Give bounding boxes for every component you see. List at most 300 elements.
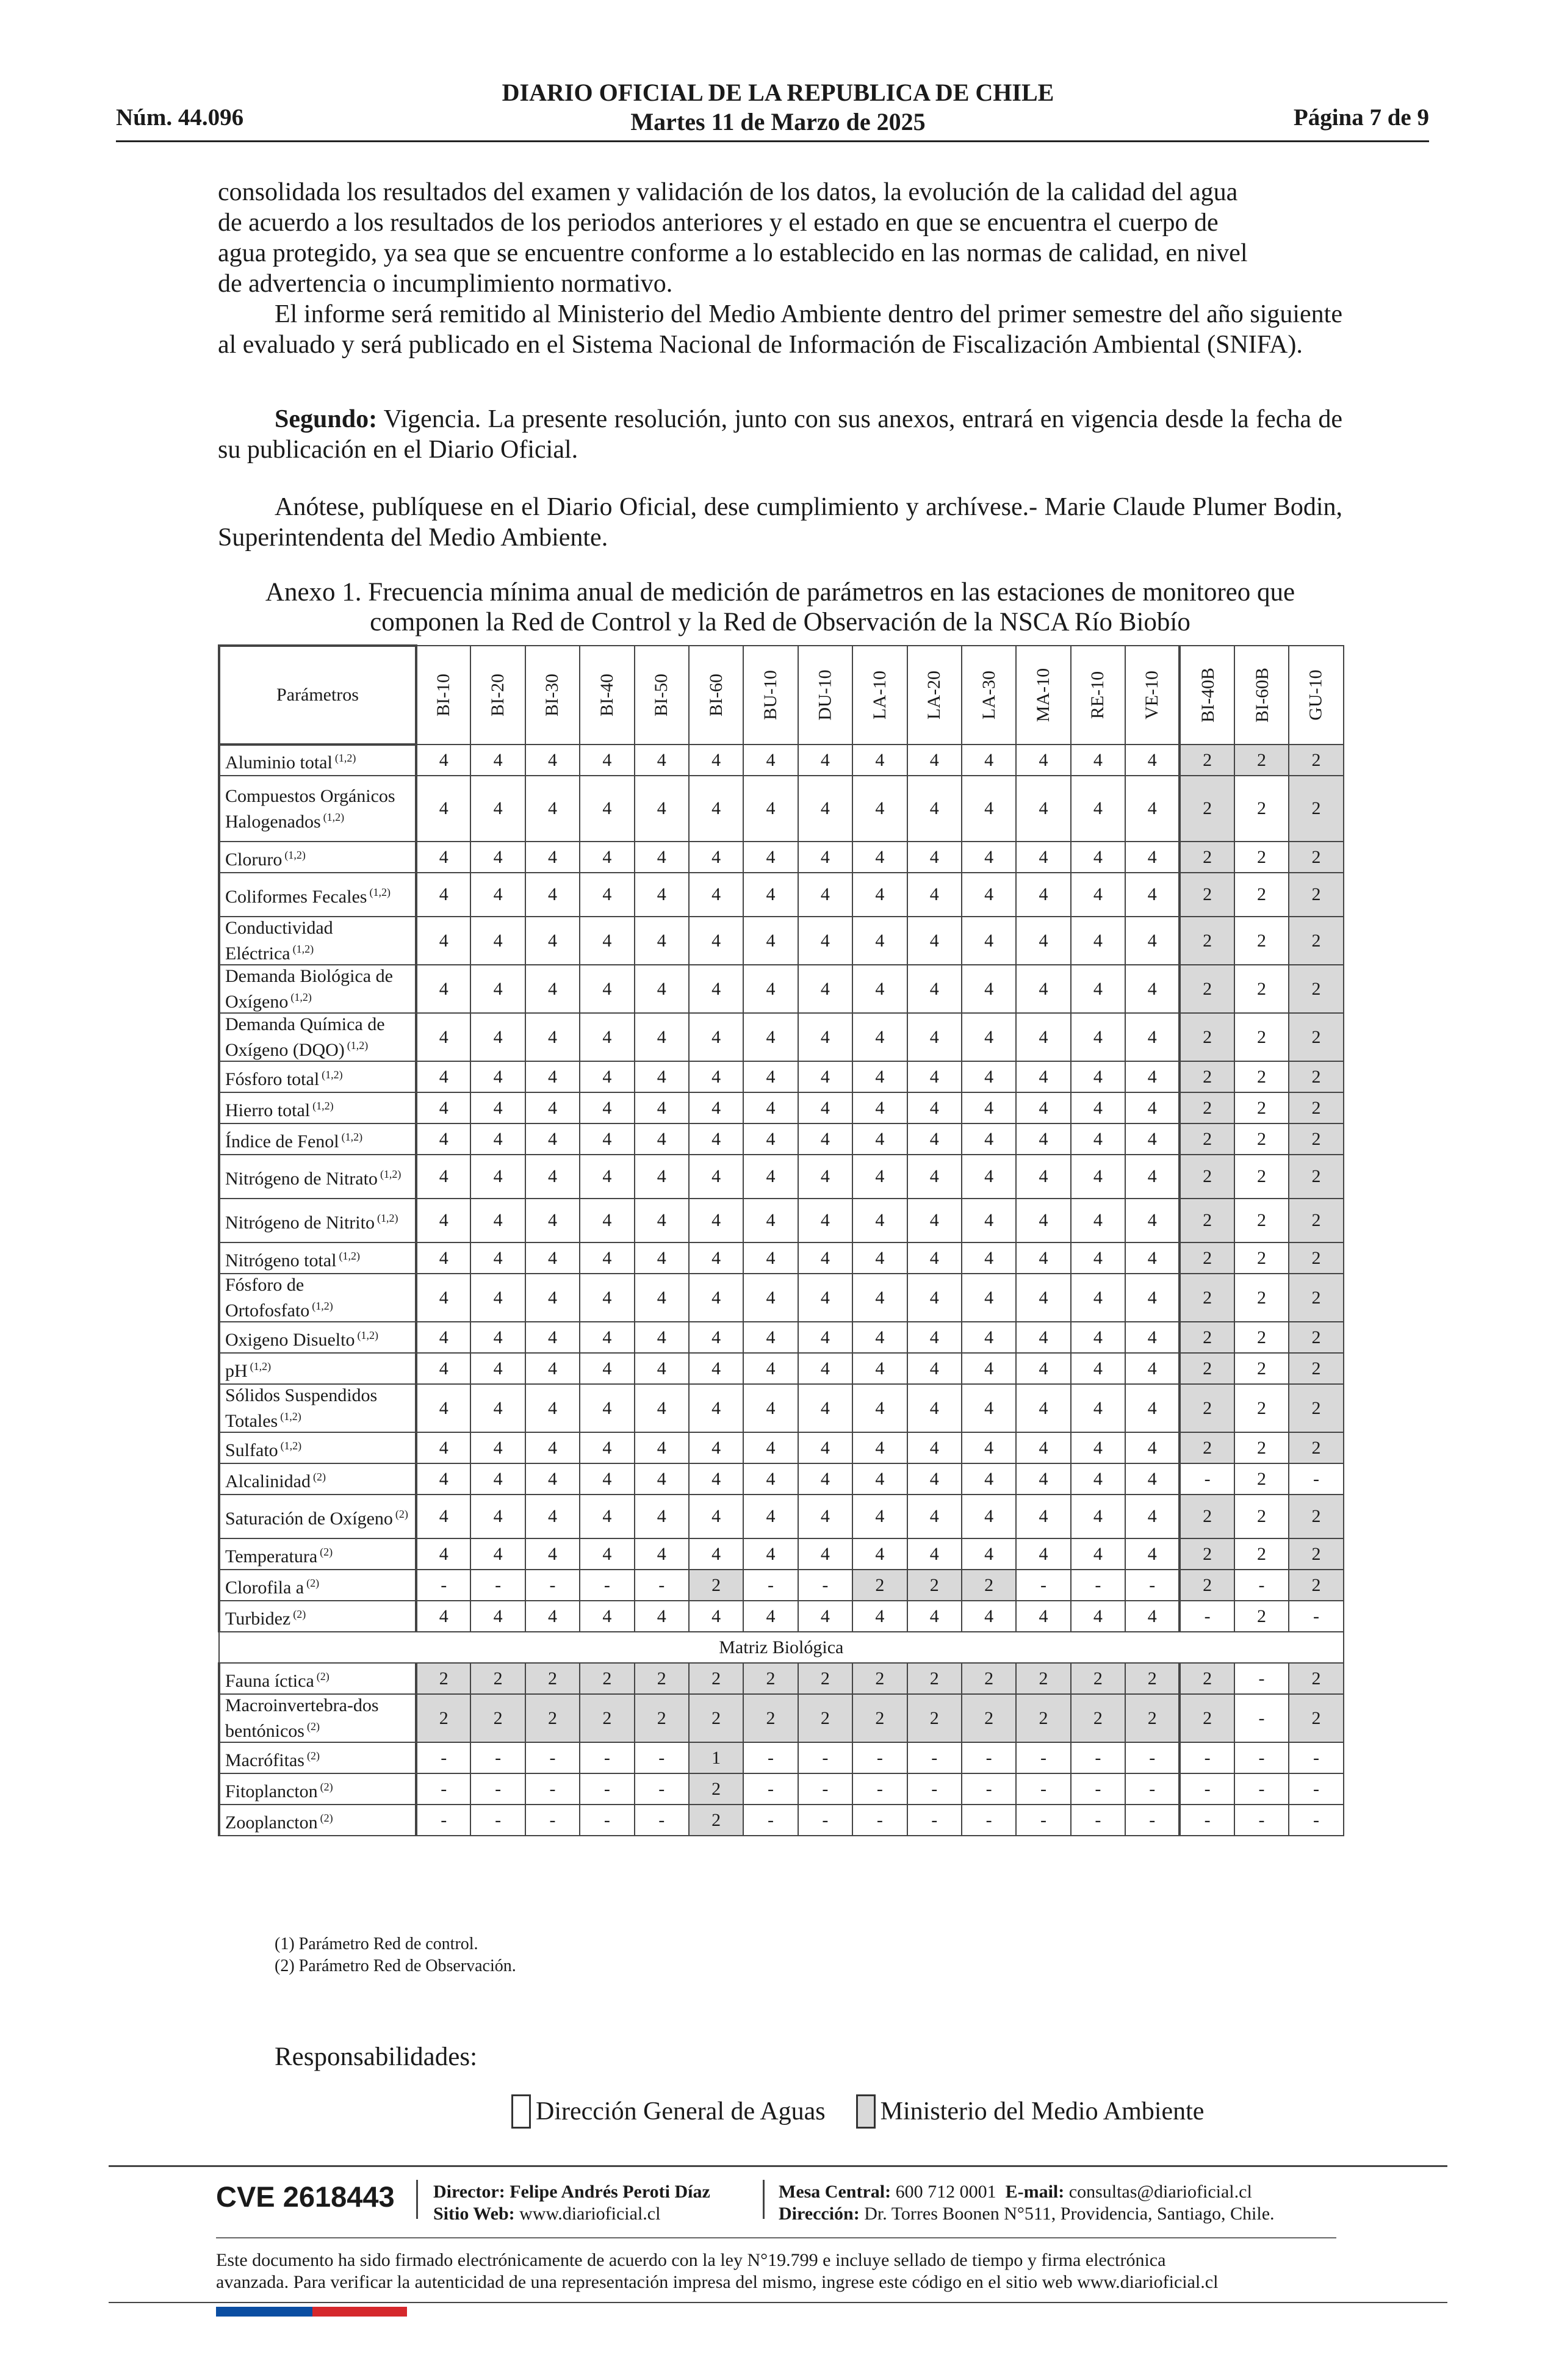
frequency-cell: 4 bbox=[907, 1092, 962, 1123]
frequency-cell: 4 bbox=[1125, 1322, 1180, 1353]
frequency-cell: 4 bbox=[416, 776, 470, 842]
parameter-name: Alcalinidad $^{(2)}$ bbox=[219, 1463, 416, 1495]
frequency-cell: 4 bbox=[907, 1061, 962, 1092]
frequency-cell: 4 bbox=[962, 965, 1016, 1013]
phone-number: 600 712 0001 bbox=[895, 2182, 996, 2202]
frequency-cell: 4 bbox=[470, 776, 525, 842]
table-row bbox=[219, 1601, 1344, 1632]
table-row bbox=[219, 1742, 1344, 1773]
frequency-cell: 4 bbox=[1071, 1199, 1125, 1242]
frequency-cell: 4 bbox=[798, 1123, 852, 1155]
frequency-cell: 4 bbox=[1016, 776, 1070, 842]
table-row bbox=[219, 1199, 1344, 1242]
frequency-cell: 4 bbox=[962, 776, 1016, 842]
frequency-cell: 2 bbox=[1289, 1013, 1343, 1061]
legend-gray-swatch bbox=[856, 2094, 876, 2129]
frequency-cell: 4 bbox=[1016, 1242, 1070, 1274]
frequency-cell: 4 bbox=[1071, 1432, 1125, 1463]
frequency-cell: - bbox=[1016, 1805, 1070, 1836]
frequency-cell: 4 bbox=[743, 965, 798, 1013]
frequency-cell: 4 bbox=[470, 1538, 525, 1570]
frequency-cell: 4 bbox=[1016, 1274, 1070, 1322]
frequency-cell: 4 bbox=[689, 1274, 743, 1322]
frequency-cell: 2 bbox=[907, 1663, 962, 1694]
frequency-cell: 4 bbox=[416, 1199, 470, 1242]
frequency-cell: 4 bbox=[1125, 1242, 1180, 1274]
email-link[interactable]: consultas@diarioficial.cl bbox=[1068, 2182, 1252, 2202]
frequency-cell: 4 bbox=[1016, 1432, 1070, 1463]
parameter-name: Oxigeno Disuelto $^{(1,2)}$ bbox=[219, 1322, 416, 1353]
frequency-cell: 4 bbox=[798, 1601, 852, 1632]
frequency-cell: - bbox=[962, 1742, 1016, 1773]
parameter-name: Cloruro $^{(1,2)}$ bbox=[219, 842, 416, 873]
frequency-cell: 4 bbox=[1125, 776, 1180, 842]
frequency-cell: 4 bbox=[1125, 873, 1180, 917]
parameter-name: Sulfato $^{(1,2)}$ bbox=[219, 1432, 416, 1463]
station-header: LA-10 bbox=[852, 646, 907, 745]
frequency-cell: - bbox=[1289, 1601, 1343, 1632]
frequency-cell: 4 bbox=[852, 1123, 907, 1155]
frequency-cell: 4 bbox=[470, 1463, 525, 1495]
frequency-cell: 4 bbox=[1071, 917, 1125, 965]
frequency-cell: 4 bbox=[525, 1092, 580, 1123]
frequency-cell: 2 bbox=[1125, 1694, 1180, 1742]
station-header: BI-60 bbox=[689, 646, 743, 745]
frequency-cell: 2 bbox=[1234, 965, 1289, 1013]
frequency-cell: 4 bbox=[689, 745, 743, 776]
frequency-cell: 4 bbox=[852, 1601, 907, 1632]
frequency-cell: 4 bbox=[907, 776, 962, 842]
frequency-cell: - bbox=[1016, 1570, 1070, 1601]
frequency-cell: 1 bbox=[689, 1742, 743, 1773]
parameter-name: Fósforo total $^{(1,2)}$ bbox=[219, 1061, 416, 1092]
frequency-cell: 4 bbox=[1071, 1538, 1125, 1570]
frequency-cell: 2 bbox=[1016, 1663, 1070, 1694]
frequency-cell: 4 bbox=[580, 965, 634, 1013]
frequency-cell: 4 bbox=[635, 1601, 689, 1632]
frequency-cell: 4 bbox=[798, 917, 852, 965]
frequency-cell: 4 bbox=[635, 1242, 689, 1274]
frequency-cell: 2 bbox=[525, 1663, 580, 1694]
parameter-name: Demanda Química de Oxígeno (DQO) $^{(1,2)}$ bbox=[219, 1013, 416, 1061]
frequency-cell: 4 bbox=[580, 917, 634, 965]
frequency-cell: 4 bbox=[962, 1495, 1016, 1538]
frequency-cell: 4 bbox=[689, 1061, 743, 1092]
table-row bbox=[219, 1274, 1344, 1322]
frequency-cell: 2 bbox=[416, 1663, 470, 1694]
frequency-cell: - bbox=[1234, 1805, 1289, 1836]
responsibilities-title: Responsabilidades: bbox=[275, 2043, 478, 2071]
frequency-cell: 4 bbox=[1125, 1495, 1180, 1538]
frequency-cell: 4 bbox=[1125, 1013, 1180, 1061]
frequency-cell: - bbox=[580, 1773, 634, 1805]
frequency-cell: 2 bbox=[1180, 1353, 1234, 1384]
frequency-cell: 4 bbox=[962, 1322, 1016, 1353]
frequency-cell: 4 bbox=[907, 1155, 962, 1199]
frequency-cell: 4 bbox=[525, 1353, 580, 1384]
frequency-cell: 4 bbox=[416, 1123, 470, 1155]
frequency-cell: 4 bbox=[1125, 1092, 1180, 1123]
legend-white-swatch bbox=[511, 2094, 531, 2129]
footer-divider bbox=[109, 2165, 1447, 2167]
frequency-cell: 4 bbox=[525, 917, 580, 965]
frequency-cell: 2 bbox=[852, 1570, 907, 1601]
frequency-cell: 4 bbox=[635, 965, 689, 1013]
frequency-cell: 2 bbox=[1180, 1013, 1234, 1061]
parameter-name: Demanda Biológica de Oxígeno $^{(1,2)}$ bbox=[219, 965, 416, 1013]
frequency-cell: 4 bbox=[907, 1538, 962, 1570]
frequency-cell: 4 bbox=[416, 965, 470, 1013]
frequency-cell: 2 bbox=[580, 1663, 634, 1694]
frequency-cell: 4 bbox=[1016, 1353, 1070, 1384]
paragraph-segundo: Segundo: Vigencia. La presente resolución, junto con sus anexos, entrará en vigencia desde la fecha de su publicación en el Diario Oficial. bbox=[218, 405, 1342, 464]
frequency-cell: 4 bbox=[1125, 1353, 1180, 1384]
frequency-cell: 4 bbox=[1071, 873, 1125, 917]
frequency-cell: - bbox=[1180, 1463, 1234, 1495]
footer-contact-block: Mesa Central: 600 712 0001 E-mail: consultas@diarioficial.cl Dirección: Dr. Torres Boonen N°511, Providencia, Santiago, Chile. bbox=[779, 2182, 1275, 2224]
frequency-cell: - bbox=[798, 1773, 852, 1805]
frequency-cell: 4 bbox=[1071, 776, 1125, 842]
frequency-cell: 4 bbox=[743, 1013, 798, 1061]
frequency-cell: 4 bbox=[580, 1155, 634, 1199]
journal-title: DIARIO OFICIAL DE LA REPUBLICA DE CHILE bbox=[502, 79, 1054, 106]
frequency-cell: 2 bbox=[1234, 1538, 1289, 1570]
frequency-cell: - bbox=[852, 1742, 907, 1773]
frequency-cell: 4 bbox=[635, 1353, 689, 1384]
frequency-cell: 4 bbox=[470, 842, 525, 873]
frequency-cell: 4 bbox=[635, 1322, 689, 1353]
table-row bbox=[219, 1242, 1344, 1274]
frequency-cell: 4 bbox=[689, 1432, 743, 1463]
table-header-row bbox=[219, 646, 1344, 745]
frequency-cell: 2 bbox=[1071, 1663, 1125, 1694]
footer-separator-2 bbox=[763, 2180, 765, 2219]
frequency-cell: 4 bbox=[470, 965, 525, 1013]
frequency-cell: 4 bbox=[689, 1242, 743, 1274]
frequency-cell: - bbox=[1180, 1742, 1234, 1773]
frequency-cell: 2 bbox=[1234, 917, 1289, 965]
frequency-cell: 4 bbox=[852, 1199, 907, 1242]
frequency-cell: 2 bbox=[1180, 1570, 1234, 1601]
frequency-cell: 4 bbox=[907, 842, 962, 873]
frequency-cell: - bbox=[416, 1742, 470, 1773]
frequency-cell: - bbox=[635, 1742, 689, 1773]
frequency-cell: 4 bbox=[470, 1495, 525, 1538]
frequency-cell: - bbox=[1016, 1773, 1070, 1805]
footer-separator bbox=[416, 2180, 418, 2219]
station-header: LA-20 bbox=[907, 646, 962, 745]
frequency-cell: 2 bbox=[907, 1570, 962, 1601]
frequency-cell: 4 bbox=[798, 1495, 852, 1538]
frequency-cell: 4 bbox=[1016, 1013, 1070, 1061]
frequency-cell: 2 bbox=[689, 1663, 743, 1694]
frequency-cell: 4 bbox=[907, 1274, 962, 1322]
parameter-name: Temperatura $^{(2)}$ bbox=[219, 1538, 416, 1570]
frequency-cell: 4 bbox=[1071, 842, 1125, 873]
frequency-cell: 2 bbox=[470, 1694, 525, 1742]
frequency-cell: 2 bbox=[1234, 1199, 1289, 1242]
parameter-name: Aluminio total $^{(1,2)}$ bbox=[219, 745, 416, 776]
note-observation: (2) Parámetro Red de Observación. bbox=[275, 1956, 516, 1975]
frequency-cell: 4 bbox=[689, 1322, 743, 1353]
frequency-cell: 4 bbox=[798, 1538, 852, 1570]
frequency-cell: 4 bbox=[798, 1092, 852, 1123]
frequency-cell: - bbox=[1125, 1742, 1180, 1773]
frequency-cell: - bbox=[907, 1805, 962, 1836]
table-row bbox=[219, 1353, 1344, 1384]
frequency-cell: 2 bbox=[1180, 873, 1234, 917]
frequency-cell: - bbox=[1125, 1570, 1180, 1601]
frequency-cell: 4 bbox=[416, 1353, 470, 1384]
frequency-cell: 4 bbox=[580, 1123, 634, 1155]
frequency-cell: 2 bbox=[1180, 1322, 1234, 1353]
frequency-cell: 4 bbox=[907, 917, 962, 965]
frequency-cell: 4 bbox=[580, 1495, 634, 1538]
frequency-cell: - bbox=[1180, 1601, 1234, 1632]
frequency-cell: 4 bbox=[689, 1155, 743, 1199]
frequency-cell: 4 bbox=[689, 1013, 743, 1061]
frequency-cell: 4 bbox=[1071, 1353, 1125, 1384]
frequency-cell: 4 bbox=[580, 1092, 634, 1123]
frequency-cell: 4 bbox=[1125, 1123, 1180, 1155]
station-header: RE-10 bbox=[1071, 646, 1125, 745]
frequency-cell: 4 bbox=[1071, 745, 1125, 776]
frequency-cell: 4 bbox=[1016, 1384, 1070, 1432]
frequency-cell: 4 bbox=[635, 1384, 689, 1432]
frequency-cell: 4 bbox=[962, 842, 1016, 873]
header-divider bbox=[116, 140, 1429, 142]
frequency-cell: - bbox=[416, 1773, 470, 1805]
frequency-cell: 4 bbox=[907, 1199, 962, 1242]
frequency-cell: 4 bbox=[1016, 842, 1070, 873]
frequency-cell: - bbox=[1180, 1773, 1234, 1805]
frequency-cell: 4 bbox=[689, 1384, 743, 1432]
frequency-cell: 2 bbox=[1180, 1694, 1234, 1742]
frequency-cell: 2 bbox=[416, 1694, 470, 1742]
frequency-cell: 4 bbox=[907, 1353, 962, 1384]
footer-divider-3 bbox=[109, 2302, 1447, 2303]
frequency-cell: 4 bbox=[852, 1013, 907, 1061]
frequency-cell: 4 bbox=[962, 1432, 1016, 1463]
frequency-cell: 2 bbox=[1180, 917, 1234, 965]
frequency-cell: 2 bbox=[1180, 1199, 1234, 1242]
frequency-cell: 4 bbox=[907, 1123, 962, 1155]
frequency-cell: 2 bbox=[1234, 1463, 1289, 1495]
issue-number: Núm. 44.096 bbox=[116, 104, 244, 131]
frequency-cell: 4 bbox=[743, 842, 798, 873]
frequency-cell: 4 bbox=[525, 1495, 580, 1538]
table-row bbox=[219, 1322, 1344, 1353]
frequency-cell: 2 bbox=[1071, 1694, 1125, 1742]
frequency-cell: 4 bbox=[689, 842, 743, 873]
frequency-cell: - bbox=[852, 1805, 907, 1836]
frequency-cell: 2 bbox=[1234, 1092, 1289, 1123]
parameter-name: Nitrógeno de Nitrato $^{(1,2)}$ bbox=[219, 1155, 416, 1199]
frequency-cell: 4 bbox=[416, 1432, 470, 1463]
frequency-cell: 2 bbox=[1180, 1495, 1234, 1538]
frequency-cell: 4 bbox=[852, 1092, 907, 1123]
frequency-cell: 4 bbox=[470, 745, 525, 776]
frequency-cell: - bbox=[907, 1742, 962, 1773]
frequency-cell: 4 bbox=[525, 1199, 580, 1242]
frequency-cell: - bbox=[1016, 1742, 1070, 1773]
frequency-cell: 4 bbox=[416, 1061, 470, 1092]
frequency-cell: 4 bbox=[1016, 873, 1070, 917]
frequency-cell: 4 bbox=[1125, 1274, 1180, 1322]
frequency-cell: 4 bbox=[416, 1463, 470, 1495]
frequency-cell: - bbox=[743, 1570, 798, 1601]
frequency-cell: 4 bbox=[852, 1495, 907, 1538]
table-row bbox=[219, 1432, 1344, 1463]
frequency-cell: 4 bbox=[1016, 1463, 1070, 1495]
table-row bbox=[219, 1463, 1344, 1495]
frequency-cell: 2 bbox=[470, 1663, 525, 1694]
frequency-cell: 4 bbox=[1071, 1061, 1125, 1092]
frequency-cell: 4 bbox=[635, 1123, 689, 1155]
frequency-cell: 4 bbox=[1016, 1601, 1070, 1632]
frequency-cell: 4 bbox=[470, 1432, 525, 1463]
frequency-cell: - bbox=[470, 1742, 525, 1773]
frequency-cell: 4 bbox=[852, 1384, 907, 1432]
frequency-cell: 4 bbox=[1071, 1123, 1125, 1155]
frequency-cell: 2 bbox=[689, 1570, 743, 1601]
frequency-cell: 4 bbox=[852, 1061, 907, 1092]
frequency-cell: 2 bbox=[798, 1694, 852, 1742]
frequency-cell: 4 bbox=[743, 1199, 798, 1242]
frequency-cell: 4 bbox=[743, 1092, 798, 1123]
frequency-cell: 4 bbox=[470, 1242, 525, 1274]
frequency-cell: 2 bbox=[1289, 917, 1343, 965]
frequency-cell: 2 bbox=[1180, 1384, 1234, 1432]
frequency-cell: 4 bbox=[525, 1322, 580, 1353]
frequency-cell: 4 bbox=[1125, 917, 1180, 965]
table-row bbox=[219, 1384, 1344, 1432]
station-header: GU-10 bbox=[1289, 646, 1343, 745]
frequency-cell: 2 bbox=[1289, 873, 1343, 917]
frequency-cell: 4 bbox=[907, 1242, 962, 1274]
frequency-cell: 4 bbox=[580, 1199, 634, 1242]
frequency-cell: 4 bbox=[1125, 1155, 1180, 1199]
frequency-cell: 4 bbox=[1071, 1322, 1125, 1353]
frequency-cell: 4 bbox=[743, 1384, 798, 1432]
frequency-cell: - bbox=[635, 1570, 689, 1601]
frequency-cell: - bbox=[1289, 1463, 1343, 1495]
frequency-cell: 4 bbox=[743, 917, 798, 965]
frequency-cell: 4 bbox=[635, 842, 689, 873]
parameter-name: Nitrógeno total $^{(1,2)}$ bbox=[219, 1242, 416, 1274]
frequency-cell: 4 bbox=[1125, 1199, 1180, 1242]
frequency-cell: 4 bbox=[580, 1353, 634, 1384]
frequency-cell: 4 bbox=[689, 1199, 743, 1242]
parameter-name: Saturación de Oxígeno $^{(2)}$ bbox=[219, 1495, 416, 1538]
frequency-cell: 4 bbox=[743, 776, 798, 842]
note-control: (1) Parámetro Red de control. bbox=[275, 1935, 478, 1953]
footer-divider-2 bbox=[216, 2237, 1336, 2238]
parameter-name: Conductividad Eléctrica $^{(1,2)}$ bbox=[219, 917, 416, 965]
frequency-cell: 4 bbox=[689, 1353, 743, 1384]
frequency-cell: 4 bbox=[798, 1199, 852, 1242]
parameter-name: Turbidez $^{(2)}$ bbox=[219, 1601, 416, 1632]
frequency-cell: - bbox=[1071, 1742, 1125, 1773]
frequency-cell: 4 bbox=[798, 1013, 852, 1061]
frequency-cell: 4 bbox=[1016, 1123, 1070, 1155]
frequency-cell: 2 bbox=[1289, 1322, 1343, 1353]
frequency-cell: 4 bbox=[416, 1092, 470, 1123]
frequency-cell: 4 bbox=[580, 1274, 634, 1322]
frequency-cell: 4 bbox=[635, 1199, 689, 1242]
frequency-cell: 4 bbox=[470, 873, 525, 917]
parameter-name: Fauna íctica $^{(2)}$ bbox=[219, 1663, 416, 1694]
frequency-cell: 4 bbox=[852, 1242, 907, 1274]
frequency-cell: 4 bbox=[689, 873, 743, 917]
frequency-cell: 2 bbox=[1234, 1432, 1289, 1463]
frequency-cell: 4 bbox=[962, 1013, 1016, 1061]
table-notes bbox=[275, 1933, 516, 1977]
frequency-cell: 4 bbox=[1016, 917, 1070, 965]
frequency-cell: 4 bbox=[743, 873, 798, 917]
frequency-cell: 4 bbox=[743, 1601, 798, 1632]
frequency-cell: - bbox=[525, 1742, 580, 1773]
frequency-cell: - bbox=[470, 1805, 525, 1836]
frequency-cell: 4 bbox=[635, 776, 689, 842]
frequency-cell: 4 bbox=[1016, 1495, 1070, 1538]
frequency-cell: 4 bbox=[907, 1384, 962, 1432]
frequency-cell: 4 bbox=[1016, 1092, 1070, 1123]
frequency-cell: 4 bbox=[798, 1242, 852, 1274]
flag-stripe-red bbox=[312, 2307, 407, 2317]
frequency-cell: 2 bbox=[1289, 1061, 1343, 1092]
frequency-cell: - bbox=[1125, 1805, 1180, 1836]
frequency-cell: 4 bbox=[962, 1274, 1016, 1322]
frequency-cell: 4 bbox=[580, 1322, 634, 1353]
frequency-cell: 4 bbox=[525, 776, 580, 842]
legend-dga-label: Dirección General de Aguas bbox=[536, 2097, 826, 2126]
frequency-cell: 2 bbox=[962, 1694, 1016, 1742]
frequency-cell: 4 bbox=[470, 1092, 525, 1123]
frequency-cell: 4 bbox=[470, 1353, 525, 1384]
frequency-cell: 4 bbox=[852, 842, 907, 873]
frequency-cell: 4 bbox=[852, 965, 907, 1013]
frequency-cell: 4 bbox=[635, 1495, 689, 1538]
frequency-cell: 2 bbox=[962, 1663, 1016, 1694]
parameter-name: Sólidos Suspendidos Totales $^{(1,2)}$ bbox=[219, 1384, 416, 1432]
frequency-cell: 4 bbox=[416, 1274, 470, 1322]
frequency-cell: 2 bbox=[1180, 1663, 1234, 1694]
frequency-cell: 4 bbox=[635, 1155, 689, 1199]
parameter-name: Compuestos Orgánicos Halogenados $^{(1,2)}$ bbox=[219, 776, 416, 842]
table-row bbox=[219, 1538, 1344, 1570]
frequency-cell: 4 bbox=[1016, 965, 1070, 1013]
frequency-cell: 4 bbox=[798, 776, 852, 842]
frequency-cell: 2 bbox=[1289, 1092, 1343, 1123]
frequency-cell: - bbox=[416, 1805, 470, 1836]
frequency-cell: 4 bbox=[743, 1353, 798, 1384]
station-header: BI-60B bbox=[1234, 646, 1289, 745]
frequency-cell: 2 bbox=[1180, 745, 1234, 776]
frequency-cell: 2 bbox=[1289, 1663, 1343, 1694]
frequency-cell: 2 bbox=[1234, 1384, 1289, 1432]
website-link[interactable]: www.diarioficial.cl bbox=[519, 2204, 661, 2224]
frequency-cell: 2 bbox=[1234, 873, 1289, 917]
frequency-cell: 2 bbox=[525, 1694, 580, 1742]
frequency-cell: 4 bbox=[962, 745, 1016, 776]
frequency-cell: 4 bbox=[470, 1601, 525, 1632]
frequency-cell: 4 bbox=[635, 745, 689, 776]
frequency-cell: 4 bbox=[962, 1199, 1016, 1242]
table-row bbox=[219, 1495, 1344, 1538]
frequency-cell: 4 bbox=[743, 1242, 798, 1274]
frequency-cell: 2 bbox=[852, 1694, 907, 1742]
